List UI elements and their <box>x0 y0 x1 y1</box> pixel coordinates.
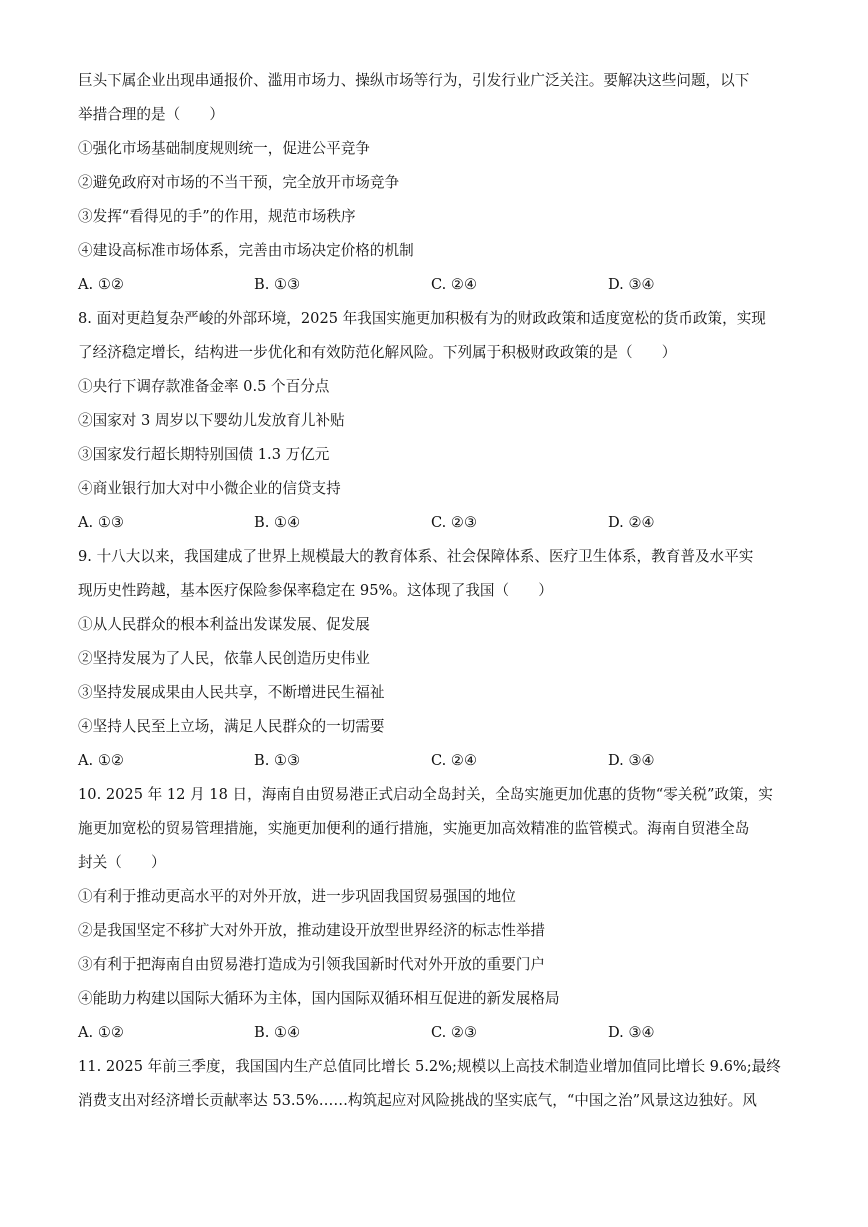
answer-d[interactable]: D. ③④ <box>608 276 655 293</box>
option-2: ②坚持发展为了人民，依靠人民创造历史伟业 <box>78 650 370 667</box>
answer-choices <box>78 1022 790 1044</box>
answer-b[interactable]: B. ①④ <box>254 1024 301 1041</box>
stem-line: 9. 十八大以来，我国建成了世界上规模最大的教育体系、社会保障体系、医疗卫生体系，教育普及水平实 <box>78 548 754 565</box>
option-3: ③有利于把海南自由贸易港打造成为引领我国新时代对外开放的重要门户 <box>78 956 546 973</box>
option-4: ④能助力构建以国际大循环为主体，国内国际双循环相互促进的新发展格局 <box>78 990 560 1007</box>
option-3: ③国家发行超长期特别国债 1.3 万亿元 <box>78 446 330 463</box>
option-1: ①央行下调存款准备金率 0.5 个百分点 <box>78 378 330 395</box>
option-3: ③坚持发展成果由人民共享，不断增进民生福祉 <box>78 684 385 701</box>
question-7-stem <box>78 70 790 126</box>
question-7 <box>78 70 790 296</box>
answer-b[interactable]: B. ①④ <box>254 514 301 531</box>
answer-c[interactable]: C. ②③ <box>431 1024 478 1041</box>
question-11-stem <box>78 1056 790 1112</box>
answer-c[interactable]: C. ②④ <box>431 276 478 293</box>
answer-a[interactable]: A. ①③ <box>78 514 124 531</box>
answer-choices <box>78 750 790 772</box>
question-11 <box>78 1056 790 1112</box>
option-3: ③发挥“看得见的手”的作用，规范市场秩序 <box>78 208 356 225</box>
option-2: ②国家对 3 周岁以下婴幼儿发放育儿补贴 <box>78 412 345 429</box>
stem-line: 巨头下属企业出现串通报价、滥用市场力、操纵市场等行为，引发行业广泛关注。要解决这些问题，以下 <box>78 72 750 89</box>
answer-d[interactable]: D. ③④ <box>608 1024 655 1041</box>
option-4: ④建设高标准市场体系，完善由市场决定价格的机制 <box>78 242 414 259</box>
stem-line: 施更加宽松的贸易管理措施，实施更加便利的通行措施，实施更加高效精准的监管模式。海南自贸港全岛 <box>78 820 750 837</box>
stem-line: 了经济稳定增长，结构进一步优化和有效防范化解风险。下列属于积极财政政策的是（ ） <box>78 344 677 361</box>
answer-b[interactable]: B. ①③ <box>254 752 301 769</box>
stem-line: 消费支出对经济增长贡献率达 53.5%……构筑起应对风险挑战的坚实底气，“中国之治”风景这边独好。风 <box>78 1092 757 1109</box>
option-2: ②是我国坚定不移扩大对外开放，推动建设开放型世界经济的标志性举措 <box>78 922 546 939</box>
option-1: ①有利于推动更高水平的对外开放，进一步巩固我国贸易强国的地位 <box>78 888 516 905</box>
answer-c[interactable]: C. ②④ <box>431 752 478 769</box>
stem-line: 封关（ ） <box>78 854 166 871</box>
answer-choices <box>78 274 790 296</box>
answer-a[interactable]: A. ①② <box>78 1024 124 1041</box>
answer-c[interactable]: C. ②③ <box>431 514 478 531</box>
question-8 <box>78 308 790 534</box>
answer-choices <box>78 512 790 534</box>
stem-line: 8. 面对更趋复杂严峻的外部环境，2025 年我国实施更加积极有为的财政政策和适度宽松的货币政策，实现 <box>78 310 766 327</box>
option-1: ①强化市场基础制度规则统一，促进公平竞争 <box>78 140 370 157</box>
question-9-stem <box>78 546 790 602</box>
answer-a[interactable]: A. ①② <box>78 276 124 293</box>
stem-line: 10. 2025 年 12 月 18 日，海南自由贸易港正式启动全岛封关，全岛实施更加优惠的货物“零关税”政策，实 <box>78 786 773 803</box>
question-9 <box>78 546 790 772</box>
question-10 <box>78 784 790 1044</box>
answer-d[interactable]: D. ②④ <box>608 514 655 531</box>
question-8-stem <box>78 308 790 364</box>
stem-line: 现历史性跨越，基本医疗保险参保率稳定在 95%。这体现了我国（ ） <box>78 582 553 599</box>
question-10-stem <box>78 784 790 874</box>
option-1: ①从人民群众的根本利益出发谋发展、促发展 <box>78 616 370 633</box>
answer-a[interactable]: A. ①② <box>78 752 124 769</box>
stem-line: 举措合理的是（ ） <box>78 106 224 123</box>
option-2: ②避免政府对市场的不当干预，完全放开市场竞争 <box>78 174 400 191</box>
option-4: ④商业银行加大对中小微企业的信贷支持 <box>78 480 341 497</box>
option-4: ④坚持人民至上立场，满足人民群众的一切需要 <box>78 718 385 735</box>
answer-b[interactable]: B. ①③ <box>254 276 301 293</box>
stem-line: 11. 2025 年前三季度，我国国内生产总值同比增长 5.2%;规模以上高技术制造业增加值同比增长 9.6%;最终 <box>78 1058 781 1075</box>
answer-d[interactable]: D. ③④ <box>608 752 655 769</box>
